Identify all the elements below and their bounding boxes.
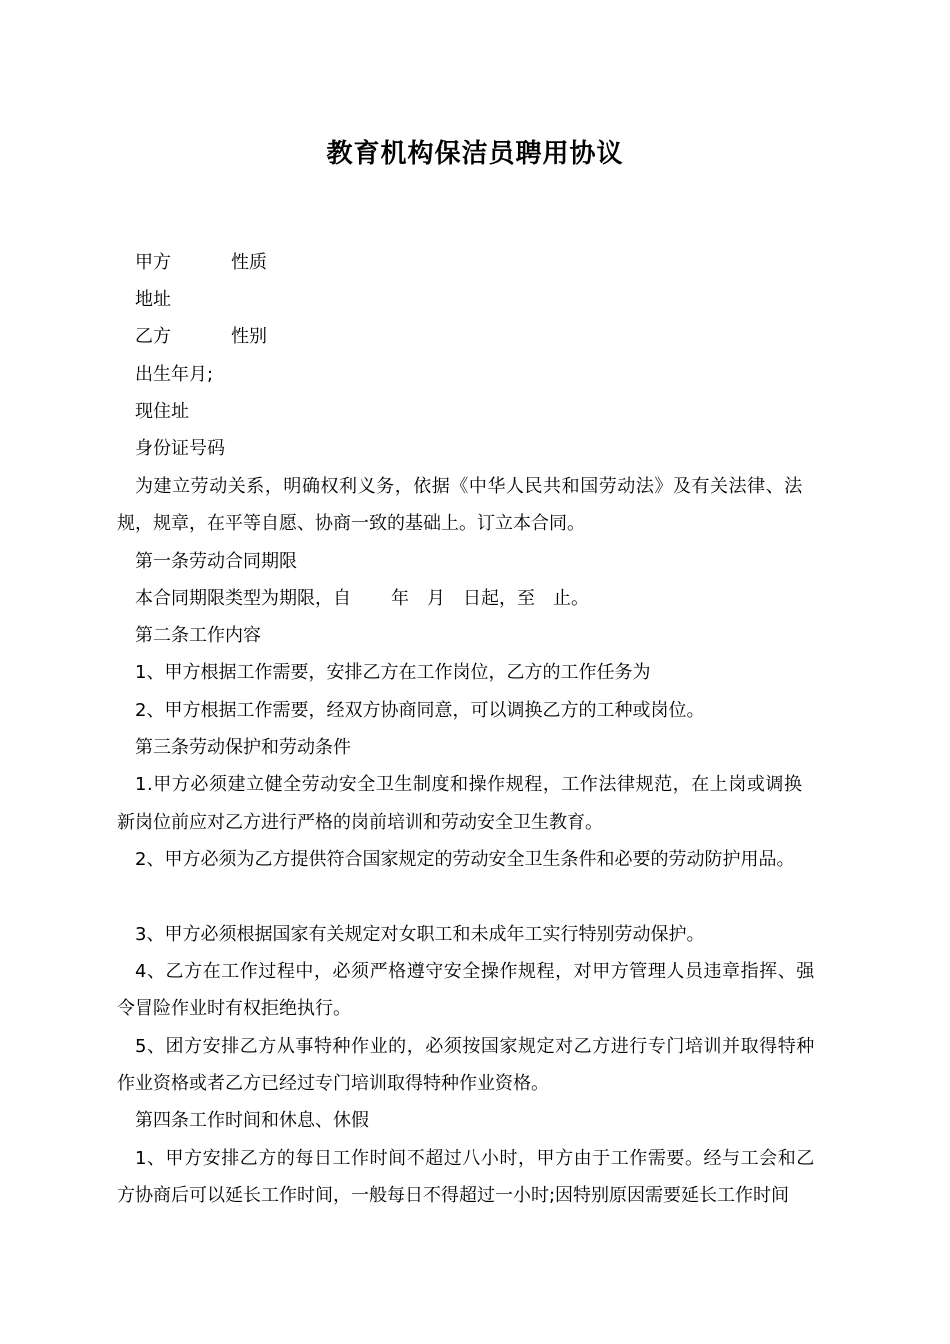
article-4-item-1-line-2: 方协商后可以延长工作时间，一般每日不得超过一小时;因特别原因需要延长工作时间 (117, 1185, 790, 1206)
article-4-item-1-line-1: 1、甲方安排乙方的每日工作时间不超过八小时，甲方由于工作需要。经与工会和乙 (135, 1148, 815, 1169)
article-3-item-4-line-1: 4、乙方在工作过程中，必须严格遵守安全操作规程，对甲方管理人员违章指挥、强 (135, 961, 815, 982)
article-3-item-4-line-2: 令冒险作业时有权拒绝执行。 (117, 998, 351, 1019)
article-2-item-2: 2、甲方根据工作需要，经双方协商同意，可以调换乙方的工种或岗位。 (135, 700, 705, 721)
article-3-item-5-line-2: 作业资格或者乙方已经过专门培训取得特种作业资格。 (117, 1073, 549, 1094)
article-3-title: 第三条劳动保护和劳动条件 (135, 737, 351, 758)
term-month: 月 (427, 588, 445, 609)
article-3-item-1-line-1: 1.甲方必须建立健全劳动安全卫生制度和操作规程，工作法律规范，在上岗或调换 (135, 774, 803, 795)
party-a-nature-label: 性质 (231, 252, 267, 273)
address-label: 地址 (135, 289, 171, 310)
article-1-term (135, 585, 589, 613)
residence-label: 现住址 (135, 401, 189, 422)
term-day: 日起，至 (463, 588, 535, 609)
id-number-label: 身份证号码 (135, 438, 225, 459)
term-year: 年 (391, 588, 409, 609)
article-3-item-3: 3、甲方必须根据国家有关规定对女职工和未成年工实行特别劳动保护。 (135, 924, 705, 945)
article-4-title: 第四条工作时间和休息、休假 (135, 1110, 369, 1131)
article-2-item-1: 1、甲方根据工作需要，安排乙方在工作岗位，乙方的工作任务为 (135, 662, 651, 683)
party-b-row (135, 323, 267, 351)
party-b-label: 乙方 (135, 326, 171, 347)
preamble-line-2: 规，规章，在平等自愿、协商一致的基础上。订立本合同。 (117, 513, 585, 534)
party-a-row (135, 249, 267, 277)
party-a-label: 甲方 (135, 252, 171, 273)
birth-label: 出生年月; (135, 364, 214, 385)
document-title: 教育机构保洁员聘用协议 (326, 139, 624, 169)
article-3-item-2: 2、甲方必须为乙方提供符合国家规定的劳动安全卫生条件和必要的劳动防护用品。 (135, 849, 795, 870)
preamble-line-1: 为建立劳动关系，明确权利义务，依据《中华人民共和国劳动法》及有关法律、法 (135, 476, 803, 497)
article-3-item-1-line-2: 新岗位前应对乙方进行严格的岗前培训和劳动安全卫生教育。 (117, 812, 603, 833)
party-b-gender-label: 性别 (231, 326, 267, 347)
term-text: 本合同期限类型为期限，自 (135, 588, 351, 609)
article-1-title: 第一条劳动合同期限 (135, 551, 297, 572)
article-3-item-5-line-1: 5、团方安排乙方从事特种作业的，必须按国家规定对乙方进行专门培训并取得特种 (135, 1036, 815, 1057)
article-2-title: 第二条工作内容 (135, 625, 261, 646)
term-end: 止。 (553, 588, 589, 609)
